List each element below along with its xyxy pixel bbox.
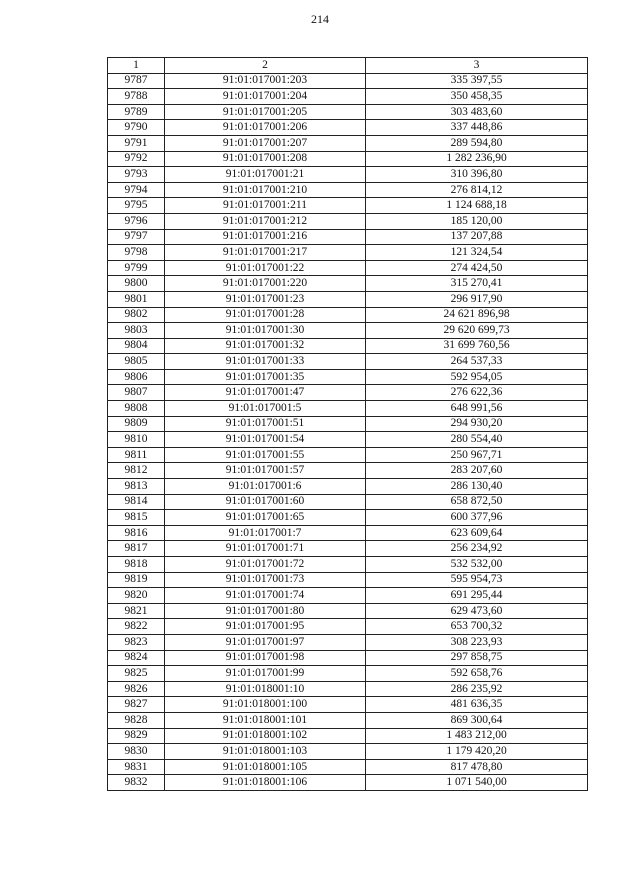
cadastral-number-cell: 91:01:017001:208 xyxy=(165,151,366,167)
cadastral-number-cell: 91:01:017001:32 xyxy=(165,338,366,354)
table-row xyxy=(108,447,588,463)
cadastral-number-cell: 91:01:017001:54 xyxy=(165,432,366,448)
row-number-cell: 9808 xyxy=(108,401,165,417)
value-cell: 335 397,55 xyxy=(366,73,588,89)
table-row xyxy=(108,759,588,775)
value-cell: 623 609,64 xyxy=(366,525,588,541)
value-cell: 658 872,50 xyxy=(366,494,588,510)
row-number-cell: 9803 xyxy=(108,323,165,339)
row-number-cell: 9806 xyxy=(108,369,165,385)
cadastral-number-cell: 91:01:017001:55 xyxy=(165,447,366,463)
table-row xyxy=(108,151,588,167)
value-cell: 600 377,96 xyxy=(366,510,588,526)
table-row xyxy=(108,728,588,744)
table-row xyxy=(108,385,588,401)
value-cell: 185 120,00 xyxy=(366,213,588,229)
page-number: 214 xyxy=(311,12,329,26)
cadastral-number-cell: 91:01:017001:30 xyxy=(165,323,366,339)
row-number-cell: 9795 xyxy=(108,198,165,214)
cadastral-number-cell: 91:01:017001:211 xyxy=(165,198,366,214)
table-row xyxy=(108,229,588,245)
row-number-cell: 9826 xyxy=(108,681,165,697)
value-cell: 653 700,32 xyxy=(366,619,588,635)
cadastral-number-cell: 91:01:017001:99 xyxy=(165,666,366,682)
row-number-cell: 9822 xyxy=(108,619,165,635)
cadastral-number-cell: 91:01:017001:74 xyxy=(165,588,366,604)
cadastral-number-cell: 91:01:017001:97 xyxy=(165,634,366,650)
value-cell: 1 179 420,20 xyxy=(366,744,588,760)
row-number-cell: 9818 xyxy=(108,557,165,573)
cadastral-number-cell: 91:01:017001:5 xyxy=(165,401,366,417)
cadastral-number-cell: 91:01:017001:205 xyxy=(165,104,366,120)
cadastral-number-cell: 91:01:017001:217 xyxy=(165,245,366,261)
value-cell: 276 622,36 xyxy=(366,385,588,401)
value-cell: 280 554,40 xyxy=(366,432,588,448)
row-number-cell: 9802 xyxy=(108,307,165,323)
row-number-cell: 9831 xyxy=(108,759,165,775)
row-number-cell: 9811 xyxy=(108,447,165,463)
value-cell: 592 658,76 xyxy=(366,666,588,682)
value-cell: 286 130,40 xyxy=(366,479,588,495)
value-cell: 29 620 699,73 xyxy=(366,323,588,339)
table-row xyxy=(108,104,588,120)
value-cell: 24 621 896,98 xyxy=(366,307,588,323)
value-cell: 121 324,54 xyxy=(366,245,588,261)
value-cell: 294 930,20 xyxy=(366,416,588,432)
table-row xyxy=(108,338,588,354)
value-cell: 276 814,12 xyxy=(366,182,588,198)
table-row xyxy=(108,494,588,510)
table-row xyxy=(108,291,588,307)
cadastral-number-cell: 91:01:017001:203 xyxy=(165,73,366,89)
cadastral-number-cell: 91:01:017001:60 xyxy=(165,494,366,510)
table-row xyxy=(108,541,588,557)
value-cell: 250 967,71 xyxy=(366,447,588,463)
row-number-cell: 9791 xyxy=(108,135,165,151)
table-row xyxy=(108,463,588,479)
table-row xyxy=(108,401,588,417)
row-number-cell: 9809 xyxy=(108,416,165,432)
table-row xyxy=(108,260,588,276)
row-number-cell: 9829 xyxy=(108,728,165,744)
cadastral-number-cell: 91:01:017001:22 xyxy=(165,260,366,276)
value-cell: 315 270,41 xyxy=(366,276,588,292)
row-number-cell: 9825 xyxy=(108,666,165,682)
table-row xyxy=(108,510,588,526)
row-number-cell: 9794 xyxy=(108,182,165,198)
table-body xyxy=(108,73,588,790)
value-cell: 308 223,93 xyxy=(366,634,588,650)
cadastral-number-cell: 91:01:017001:207 xyxy=(165,135,366,151)
table-row xyxy=(108,557,588,573)
table-row xyxy=(108,416,588,432)
value-cell: 350 458,35 xyxy=(366,89,588,105)
row-number-cell: 9792 xyxy=(108,151,165,167)
table-row xyxy=(108,276,588,292)
row-number-cell: 9790 xyxy=(108,120,165,136)
cadastral-number-cell: 91:01:018001:100 xyxy=(165,697,366,713)
cadastral-number-cell: 91:01:017001:65 xyxy=(165,510,366,526)
table-row xyxy=(108,89,588,105)
row-number-cell: 9796 xyxy=(108,213,165,229)
table-row xyxy=(108,167,588,183)
table-row xyxy=(108,369,588,385)
value-cell: 1 483 212,00 xyxy=(366,728,588,744)
row-number-cell: 9832 xyxy=(108,775,165,791)
row-number-cell: 9797 xyxy=(108,229,165,245)
table-row xyxy=(108,182,588,198)
table-row xyxy=(108,120,588,136)
cadastral-number-cell: 91:01:017001:7 xyxy=(165,525,366,541)
cadastral-number-cell: 91:01:017001:33 xyxy=(165,354,366,370)
table-row xyxy=(108,619,588,635)
row-number-cell: 9805 xyxy=(108,354,165,370)
table-row xyxy=(108,697,588,713)
row-number-cell: 9814 xyxy=(108,494,165,510)
registry-table xyxy=(107,57,588,791)
row-number-cell: 9821 xyxy=(108,603,165,619)
table-row xyxy=(108,198,588,214)
value-cell: 296 917,90 xyxy=(366,291,588,307)
value-cell: 1 282 236,90 xyxy=(366,151,588,167)
cadastral-number-cell: 91:01:017001:47 xyxy=(165,385,366,401)
row-number-cell: 9800 xyxy=(108,276,165,292)
row-number-cell: 9816 xyxy=(108,525,165,541)
value-cell: 289 594,80 xyxy=(366,135,588,151)
table-row xyxy=(108,307,588,323)
cadastral-number-cell: 91:01:017001:98 xyxy=(165,650,366,666)
cadastral-number-cell: 91:01:018001:103 xyxy=(165,744,366,760)
table-row xyxy=(108,603,588,619)
row-number-cell: 9787 xyxy=(108,73,165,89)
table-row xyxy=(108,73,588,89)
value-cell: 1 071 540,00 xyxy=(366,775,588,791)
value-cell: 648 991,56 xyxy=(366,401,588,417)
row-number-cell: 9804 xyxy=(108,338,165,354)
value-cell: 595 954,73 xyxy=(366,572,588,588)
value-cell: 283 207,60 xyxy=(366,463,588,479)
value-cell: 869 300,64 xyxy=(366,712,588,728)
table-row xyxy=(108,323,588,339)
value-cell: 1 124 688,18 xyxy=(366,198,588,214)
cadastral-number-cell: 91:01:018001:106 xyxy=(165,775,366,791)
row-number-cell: 9824 xyxy=(108,650,165,666)
cadastral-number-cell: 91:01:017001:212 xyxy=(165,213,366,229)
table-row xyxy=(108,650,588,666)
cadastral-number-cell: 91:01:017001:206 xyxy=(165,120,366,136)
row-number-cell: 9812 xyxy=(108,463,165,479)
value-cell: 264 537,33 xyxy=(366,354,588,370)
value-cell: 629 473,60 xyxy=(366,603,588,619)
value-cell: 31 699 760,56 xyxy=(366,338,588,354)
cadastral-number-cell: 91:01:017001:71 xyxy=(165,541,366,557)
table-row xyxy=(108,588,588,604)
row-number-cell: 9799 xyxy=(108,260,165,276)
row-number-cell: 9807 xyxy=(108,385,165,401)
row-number-cell: 9788 xyxy=(108,89,165,105)
row-number-cell: 9830 xyxy=(108,744,165,760)
cadastral-number-cell: 91:01:018001:101 xyxy=(165,712,366,728)
value-cell: 274 424,50 xyxy=(366,260,588,276)
table-row xyxy=(108,354,588,370)
table-row xyxy=(108,712,588,728)
column-header-cadastral-number: 2 xyxy=(165,58,366,74)
row-number-cell: 9801 xyxy=(108,291,165,307)
cadastral-number-cell: 91:01:017001:216 xyxy=(165,229,366,245)
cadastral-number-cell: 91:01:017001:6 xyxy=(165,479,366,495)
cadastral-number-cell: 91:01:017001:72 xyxy=(165,557,366,573)
cadastral-number-cell: 91:01:017001:204 xyxy=(165,89,366,105)
value-cell: 481 636,35 xyxy=(366,697,588,713)
row-number-cell: 9820 xyxy=(108,588,165,604)
cadastral-number-cell: 91:01:017001:23 xyxy=(165,291,366,307)
value-cell: 337 448,86 xyxy=(366,120,588,136)
table-row xyxy=(108,135,588,151)
cadastral-number-cell: 91:01:017001:220 xyxy=(165,276,366,292)
row-number-cell: 9810 xyxy=(108,432,165,448)
value-cell: 310 396,80 xyxy=(366,167,588,183)
table-row xyxy=(108,634,588,650)
table-row xyxy=(108,479,588,495)
cadastral-number-cell: 91:01:018001:102 xyxy=(165,728,366,744)
value-cell: 303 483,60 xyxy=(366,104,588,120)
row-number-cell: 9813 xyxy=(108,479,165,495)
row-number-cell: 9827 xyxy=(108,697,165,713)
cadastral-number-cell: 91:01:017001:21 xyxy=(165,167,366,183)
cadastral-number-cell: 91:01:018001:10 xyxy=(165,681,366,697)
table-row xyxy=(108,213,588,229)
cadastral-number-cell: 91:01:017001:73 xyxy=(165,572,366,588)
row-number-cell: 9823 xyxy=(108,634,165,650)
value-cell: 297 858,75 xyxy=(366,650,588,666)
value-cell: 691 295,44 xyxy=(366,588,588,604)
row-number-cell: 9815 xyxy=(108,510,165,526)
row-number-cell: 9793 xyxy=(108,167,165,183)
cadastral-number-cell: 91:01:017001:51 xyxy=(165,416,366,432)
row-number-cell: 9819 xyxy=(108,572,165,588)
cadastral-number-cell: 91:01:017001:57 xyxy=(165,463,366,479)
cadastral-number-cell: 91:01:017001:80 xyxy=(165,603,366,619)
row-number-cell: 9798 xyxy=(108,245,165,261)
cadastral-number-cell: 91:01:017001:210 xyxy=(165,182,366,198)
value-cell: 286 235,92 xyxy=(366,681,588,697)
cadastral-number-cell: 91:01:018001:105 xyxy=(165,759,366,775)
table-row xyxy=(108,432,588,448)
row-number-cell: 9817 xyxy=(108,541,165,557)
header-row xyxy=(108,58,588,74)
table-row xyxy=(108,744,588,760)
table-row xyxy=(108,681,588,697)
value-cell: 592 954,05 xyxy=(366,369,588,385)
cadastral-number-cell: 91:01:017001:28 xyxy=(165,307,366,323)
column-header-number: 1 xyxy=(108,58,165,74)
table-row xyxy=(108,525,588,541)
table-row xyxy=(108,775,588,791)
value-cell: 256 234,92 xyxy=(366,541,588,557)
table-header xyxy=(108,58,588,74)
value-cell: 817 478,80 xyxy=(366,759,588,775)
table-row xyxy=(108,245,588,261)
cadastral-number-cell: 91:01:017001:95 xyxy=(165,619,366,635)
table-row xyxy=(108,572,588,588)
row-number-cell: 9789 xyxy=(108,104,165,120)
row-number-cell: 9828 xyxy=(108,712,165,728)
value-cell: 532 532,00 xyxy=(366,557,588,573)
column-header-value: 3 xyxy=(366,58,588,74)
table-row xyxy=(108,666,588,682)
value-cell: 137 207,88 xyxy=(366,229,588,245)
cadastral-number-cell: 91:01:017001:35 xyxy=(165,369,366,385)
